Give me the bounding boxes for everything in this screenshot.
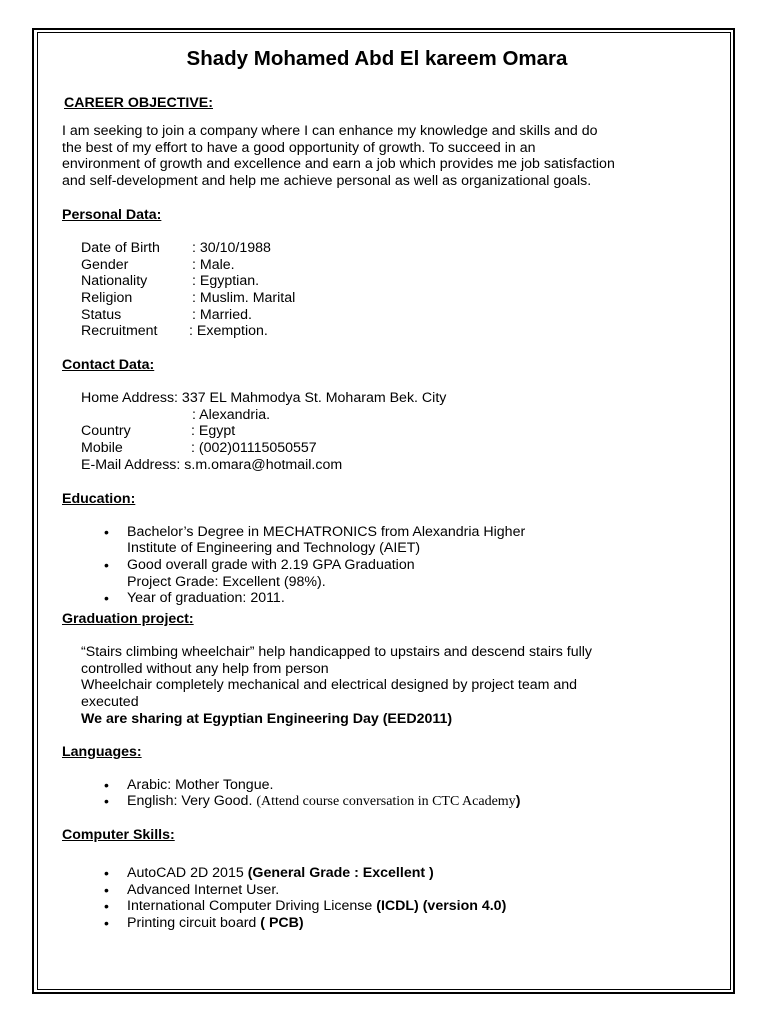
contact-data-heading: Contact Data: bbox=[62, 357, 155, 374]
list-item bbox=[62, 898, 722, 915]
field-label: Nationality bbox=[81, 273, 148, 290]
skill-text: AutoCAD 2D 2015 bbox=[127, 864, 244, 881]
field-value: : Exemption. bbox=[189, 323, 268, 340]
graduation-line: controlled without any help from person bbox=[81, 660, 329, 677]
field-value: : Egypt bbox=[191, 423, 236, 440]
field-label: Status bbox=[81, 306, 122, 323]
education-list bbox=[62, 524, 722, 608]
field-label: Gender bbox=[81, 256, 129, 273]
skill-detail: ( PCB) bbox=[260, 915, 304, 932]
list-item-text: • Good overall grade with 2.19 GPA Graduation bbox=[127, 556, 415, 573]
languages-list bbox=[62, 777, 722, 811]
language-english: English: Very Good. bbox=[127, 793, 253, 810]
list-item-text: Project Grade: Excellent (98%). bbox=[127, 573, 326, 590]
career-line: I am seeking to join a company where I can enhance my knowledge and skills and do bbox=[62, 123, 598, 139]
email-address: E-Mail Address: s.m.omara@hotmail.com bbox=[81, 456, 343, 473]
career-line: environment of growth and excellence and earn a job which provides me job satisfaction bbox=[62, 156, 615, 173]
career-line: and self-development and help me achieve personal as well as organizational goals. bbox=[62, 173, 592, 190]
field-value: : Male. bbox=[192, 256, 235, 273]
field-label: Mobile bbox=[81, 440, 123, 457]
graduation-line: “Stairs climbing wheelchair” help handicapped to upstairs and descend stairs fully bbox=[81, 644, 593, 661]
field-value: : (002)01115050557 bbox=[191, 440, 317, 457]
field-value: : 30/10/1988 bbox=[192, 239, 271, 256]
field-label: Country bbox=[81, 423, 131, 440]
computer-skills-list bbox=[62, 865, 722, 932]
personal-row bbox=[62, 323, 722, 340]
field-value: : Married. bbox=[192, 306, 252, 323]
list-item-text: • Bachelor’s Degree in MECHATRONICS from Alexandria Higher bbox=[127, 523, 526, 540]
closing-paren: ) bbox=[515, 793, 521, 810]
skill-text: International Computer Driving License bbox=[127, 898, 373, 915]
list-item-text: • Year of graduation: 2011. bbox=[127, 590, 285, 607]
personal-row bbox=[62, 273, 722, 290]
language-english-note: (Attend course conversation in CTC Academy bbox=[256, 794, 516, 810]
computer-skills-heading: Computer Skills: bbox=[62, 826, 175, 843]
skill-text: Advanced Internet User. bbox=[127, 881, 280, 898]
eed-participation: We are sharing at Egyptian Engineering Day (EED2011) bbox=[81, 710, 453, 727]
field-value: : Muslim. Marital bbox=[192, 289, 296, 306]
personal-row bbox=[62, 290, 722, 307]
list-item bbox=[62, 590, 722, 607]
list-item bbox=[62, 557, 722, 590]
personal-data-heading: Personal Data: bbox=[62, 206, 162, 223]
field-value: : Egyptian. bbox=[192, 273, 260, 290]
personal-row bbox=[62, 257, 722, 274]
list-item bbox=[62, 865, 722, 882]
field-label: Recruitment bbox=[81, 323, 158, 340]
home-address: Home Address: 337 EL Mahmodya St. Moharam Bek. City bbox=[81, 390, 447, 407]
contact-data-table bbox=[62, 390, 722, 474]
home-address-city: : Alexandria. bbox=[192, 406, 271, 423]
resume-content bbox=[62, 44, 722, 932]
graduation-project-text bbox=[62, 644, 722, 728]
skill-detail: (ICDL) (version 4.0) bbox=[376, 898, 507, 915]
list-item bbox=[62, 524, 722, 557]
candidate-name: Shady Mohamed Abd El kareem Omara bbox=[186, 47, 568, 70]
field-label: Date of Birth bbox=[81, 239, 160, 256]
personal-data-table bbox=[62, 240, 722, 340]
skill-grade: (General Grade : Excellent ) bbox=[247, 864, 434, 881]
personal-row bbox=[62, 240, 722, 257]
graduation-project-heading: Graduation project: bbox=[62, 611, 194, 628]
personal-row bbox=[62, 307, 722, 324]
list-item bbox=[62, 882, 722, 899]
contact-row bbox=[62, 440, 722, 457]
graduation-line: Wheelchair completely mechanical and electrical designed by project team and bbox=[81, 677, 578, 694]
languages-heading: Languages: bbox=[62, 743, 142, 760]
language-arabic: Arabic: Mother Tongue. bbox=[127, 776, 274, 793]
graduation-line: executed bbox=[81, 694, 139, 711]
contact-row bbox=[62, 423, 722, 440]
list-item bbox=[62, 777, 722, 794]
list-item-text: Institute of Engineering and Technology (AIET) bbox=[127, 540, 421, 557]
field-label: Religion bbox=[81, 289, 133, 306]
list-item bbox=[62, 793, 722, 811]
education-heading: Education: bbox=[62, 490, 136, 507]
list-item bbox=[62, 915, 722, 932]
career-line: the best of my effort to have a good opportunity of growth. To succeed in an bbox=[62, 139, 536, 156]
career-objective-heading: CAREER OBJECTIVE: bbox=[64, 95, 213, 111]
career-objective-text bbox=[62, 123, 722, 190]
skill-text: Printing circuit board bbox=[127, 915, 257, 932]
